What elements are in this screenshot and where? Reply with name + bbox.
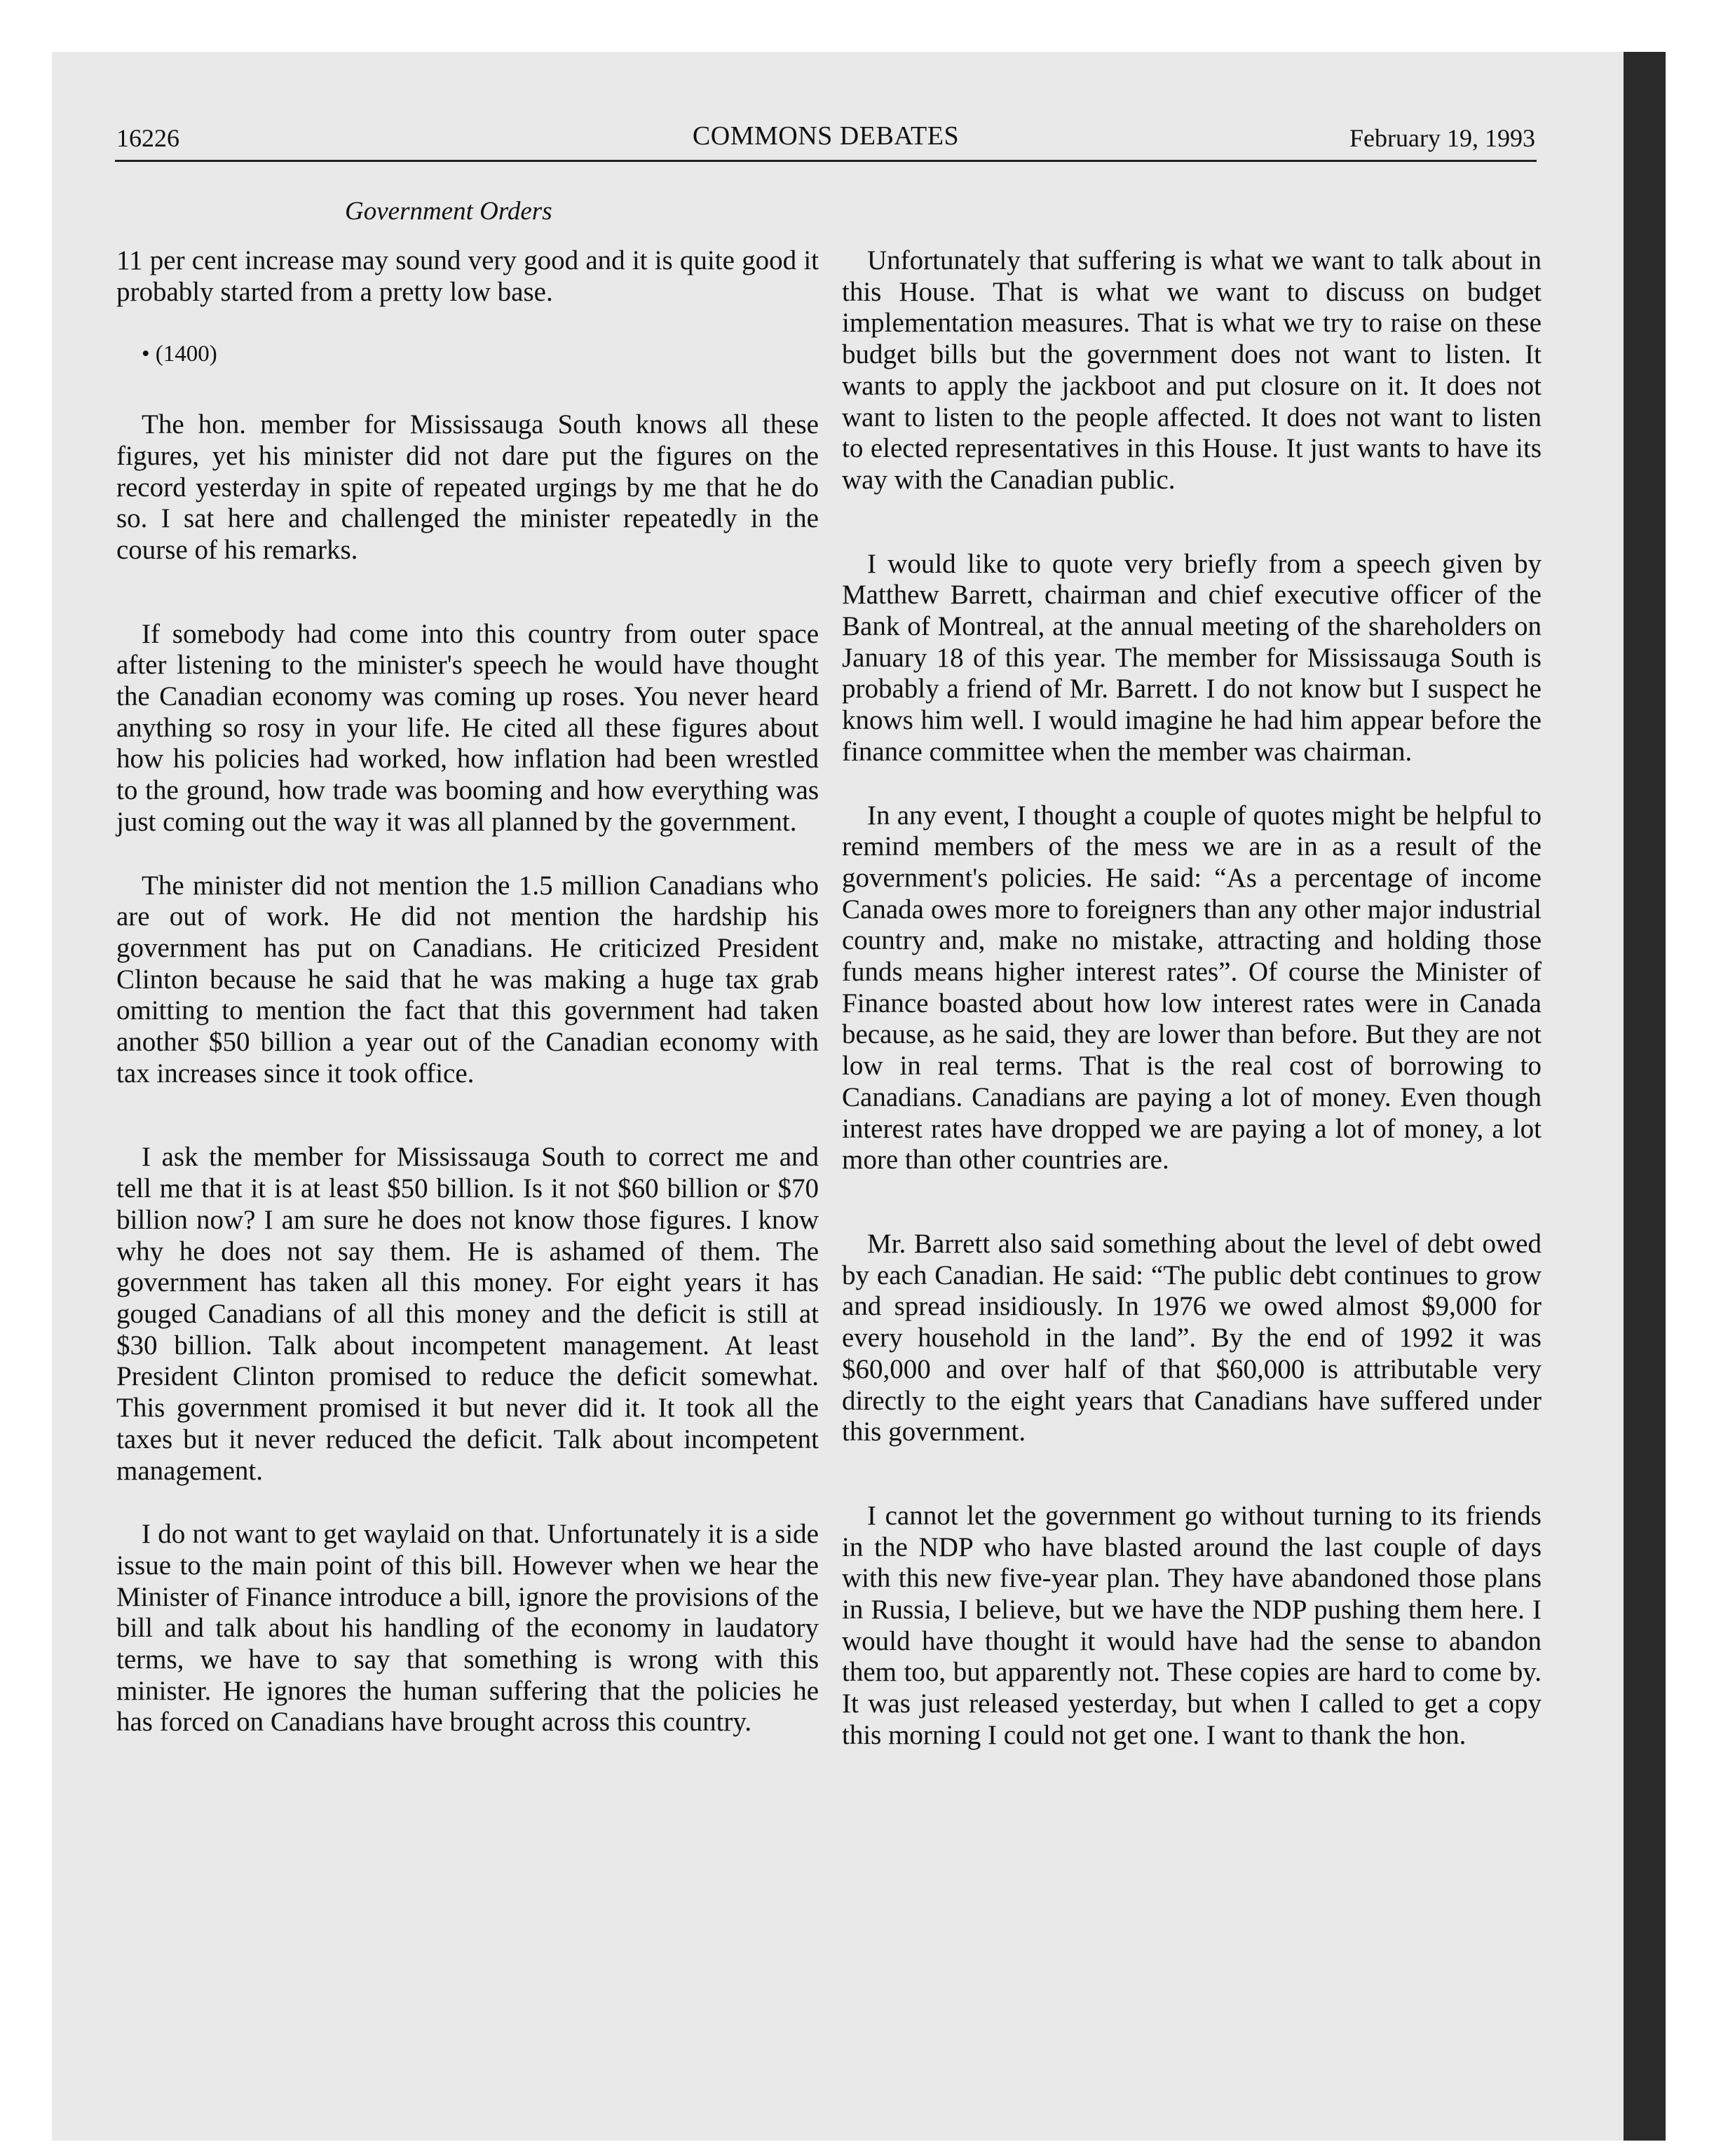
paragraph: In any event, I thought a couple of quotes might be helpful to remind members of the mess we are in as a result of the government's policies. He said: “As a percentage of income Canada owes more to foreigners than any other major industrial country and, make no mistake, attracting and holding those funds means higher interest rates”. Of course the Minister of Finance boasted about how low interest rates were in Canada because, as he said, they are lower than before. But they are not low in real terms. That is the real cost of borrowing to Canadians. Canadians are paying a lot of money. Even though interest rates have dropped we are paying a lot of money, a lot more than other countries are.	[842, 800, 1542, 1175]
paragraph: I ask the member for Mississauga South to correct me and tell me that it is at least $50 billion. Is it not $60 billion or $70 billion now? I am sure he does not know those figures. I know why he does not say them. He is ashamed of them. The government has taken all this money. For eight years it has gouged Canadians of all this money and the deficit is still at $30 billion. Talk about incompetent management. At least President Clinton promised to reduce the deficit somewhat. This government promised it but never did it. It took all the taxes but it never reduced the deficit. Talk about incompetent management.	[116, 1142, 819, 1486]
paragraph: 11 per cent increase may sound very good and it is quite good it probably started from a pretty low base.	[116, 245, 819, 307]
paragraph: I cannot let the government go without turning to its friends in the NDP who have blasted around the last couple of days with this new five-year plan. They have abandoned those plans in Russia, I believe, but we have the NDP pushing them here. I would have thought it would have had the sense to abandon them too, but apparently not. These copies are hard to come by. It was just released yesterday, but when I called to get a copy this morning I could not get one. I want to thank the hon.	[842, 1500, 1542, 1750]
paragraph: Mr. Barrett also said something about the level of debt owed by each Canadian. He said: “The public debt continues to grow and spread insidiously. In 1976 we owed almost $9,000 for every household in the land”. By the end of 1992 it was $60,000 and over half of that $60,000 is attributable very directly to the eight years that Canadians have suffered under this government.	[842, 1228, 1542, 1447]
left-column	[116, 245, 819, 1738]
paragraph: The minister did not mention the 1.5 million Canadians who are out of work. He did not mention the hardship his government has put on Canadians. He criticized President Clinton because he said that he was making a huge tax grab omitting to mention the fact that this government had taken another $50 billion a year out of the Canadian economy with tax increases since it took office.	[116, 870, 819, 1089]
page-number: 16226	[116, 124, 179, 152]
scan-edge-bar	[1624, 52, 1666, 2141]
paragraph: Unfortunately that suffering is what we want to talk about in this House. That is what we want to discuss on budget implementation measures. That is what we try to raise on these budget bills but the government does not want to listen. It wants to apply the jackboot and put closure on it. It does not want to listen to the people affected. It does not want to listen to elected representatives in this House. It just wants to have its way with the Canadian public.	[842, 245, 1542, 495]
section-title: Government Orders	[345, 197, 552, 226]
header-rule	[115, 160, 1537, 162]
paragraph: I do not want to get waylaid on that. Unfortunately it is a side issue to the main point of this bill. However when we hear the Minister of Finance introduce a bill, ignore the provisions of the bill and talk about his handling of the economy in laudatory terms, we have to say that something is wrong with this minister. He ignores the human suffering that the policies he has forced on Canadians have brought across this country.	[116, 1519, 819, 1738]
journal-title: COMMONS DEBATES	[692, 121, 960, 151]
paragraph: If somebody had come into this country from outer space after listening to the minister's speech he would have thought the Canadian economy was coming up roses. You never heard anything so rosy in your life. He cited all these figures about how his policies had worked, how inflation had been wrestled to the ground, how trade was booming and how everything was just coming out the way it was all planned by the government.	[116, 618, 819, 837]
page-date: February 19, 1993	[1349, 124, 1535, 152]
paragraph: I would like to quote very briefly from a speech given by Matthew Barrett, chairman and chief executive officer of the Bank of Montreal, at the annual meeting of the shareholders on January 18 of this year. The member for Mississauga South is probably a friend of Mr. Barrett. I do not know but I suspect he knows him well. I would imagine he had him appear before the finance committee when the member was chairman.	[842, 548, 1542, 767]
paragraph: The hon. member for Mississauga South knows all these figures, yet his minister did not dare put the figures on the record yesterday in spite of repeated urgings by me that he do so. I sat here and challenged the minister repeatedly in the course of his remarks.	[116, 409, 819, 565]
right-column	[842, 245, 1542, 1752]
time-marker: • (1400)	[142, 341, 217, 367]
page-header	[116, 121, 1535, 160]
